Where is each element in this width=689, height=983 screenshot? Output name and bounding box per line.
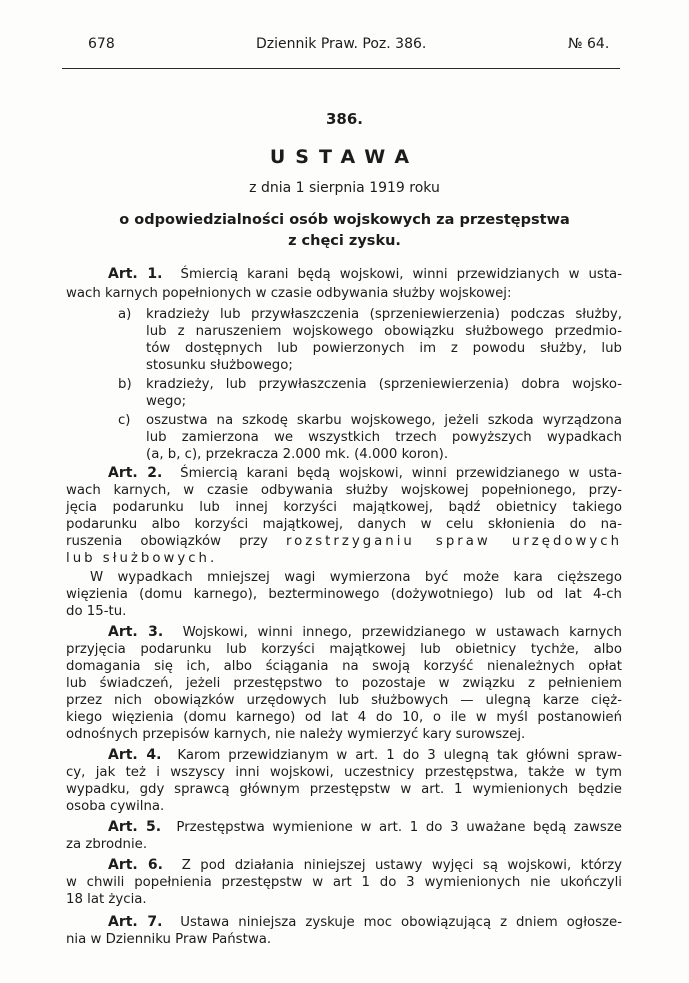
text-line-spaced <box>66 533 622 550</box>
item-b-line: kradzieży, lub przywłaszczenia (sprzeniewierzenia) dobra wojsko- <box>146 377 622 392</box>
text-line: więzienia (domu karnego), bezterminowego (dożywotniego) lub od lat 4-ch <box>66 587 622 602</box>
document-title: USTAWA <box>269 146 420 168</box>
article-label: Art. 3. <box>108 624 164 640</box>
article-label: Art. 7. <box>108 914 163 930</box>
article-4 <box>108 747 622 764</box>
text-line: do 15-tu. <box>66 604 127 619</box>
item-a-line: tów dostępnych lub powierzonych im z powodu służby, lub <box>146 341 622 356</box>
text-line: Karom przewidzianym w art. 1 do 3 ulegną tak główni spraw- <box>177 748 622 763</box>
text-segment: ruszenia obowiązków przy <box>66 534 268 549</box>
text-line: domagania się ich, albo ściągania na swoją korzyść nienależnych opłat <box>66 659 622 674</box>
header-divider <box>62 68 620 69</box>
article-label: Art. 6. <box>108 857 163 873</box>
text-line: odnośnych przepisów karnych, nie należy wymierzyć kary surowszej. <box>66 727 526 742</box>
text-line: osoba cywilna. <box>66 799 165 814</box>
text-line: podarunku albo korzyści majątkowej, danych w celu skłonienia do na- <box>66 517 622 532</box>
text-line-spaced: lub służbowych. <box>66 551 218 566</box>
article-7 <box>108 914 622 931</box>
article-label: Art. 5. <box>108 819 162 835</box>
article-label: Art. 2. <box>108 465 163 481</box>
text-line: w chwili popełnienia przestępstw w art 1 do 3 wymienionych nie ukończyli <box>66 875 622 890</box>
text-line: jęcia podarunku lub innej korzyści majątkowej, bądź obietnicy takiego <box>66 500 622 515</box>
article-3 <box>108 624 622 641</box>
item-c-line: oszustwa na szkodę skarbu wojskowego, jeżeli szkoda wyrządzona <box>146 413 622 428</box>
article-5 <box>108 819 622 836</box>
text-line: wach karnych popełnionych w czasie odbywania służby wojskowej: <box>66 286 512 301</box>
text-line: lub świadczeń, jeżeli przestępstwo to pozostaje w związku z pełnieniem <box>66 676 622 691</box>
text-line: wypadku, gdy sprawcą głównym przestępstw w art. 1 wymienionych będzie <box>66 782 622 797</box>
text-line: kiego więzienia (domu karnego) od lat 4 do 10, o ile w myśl postanowień <box>66 710 622 725</box>
text-line: 18 lat życia. <box>66 892 147 907</box>
text-segment-spaced: rozstrzyganiu spraw urzędowych <box>285 534 622 549</box>
item-a-line: kradzieży lub przywłaszczenia (sprzeniewierzenia) podczas służby, <box>146 307 622 322</box>
text-line: cy, jak też i wszyscy inni wojskowi, uczestnicy przestępstwa, także w tym <box>66 765 622 780</box>
item-marker-c: c) <box>118 413 131 428</box>
text-line: wach karnych, w czasie odbywania służby wojskowej popełnionego, przy- <box>66 483 622 498</box>
article-label: Art. 4. <box>108 747 162 763</box>
text-line: Ustawa niniejsza zyskuje moc obowiązującą z dniem ogłosze- <box>180 915 622 930</box>
text-line: nia w Dzienniku Praw Państwa. <box>66 932 272 947</box>
article-2 <box>108 465 622 482</box>
publication-reference: Dziennik Praw. Poz. 386. <box>256 36 427 52</box>
text-line: Śmiercią karani będą wojskowi, winni przewidzianego w usta- <box>180 466 622 481</box>
subject-line: o odpowiedzialności osób wojskowych za przestępstwa <box>119 212 570 228</box>
text-line: Z pod działania niniejszej ustawy wyjęci są wojskowi, którzy <box>181 858 622 873</box>
page-number: 678 <box>88 36 115 52</box>
item-b-line: wego; <box>146 394 187 409</box>
text-line: Wojskowi, winni innego, przewidzianego w ustawach karnych <box>182 625 622 640</box>
text-line: za zbrodnie. <box>66 837 148 852</box>
item-marker-b: b) <box>118 377 132 392</box>
subject-line: z chęci zysku. <box>288 233 401 249</box>
position-number: 386. <box>325 110 363 128</box>
document-date: z dnia 1 sierpnia 1919 roku <box>249 180 440 196</box>
item-a-line: lub z naruszeniem wojskowego obowiązku służbowego przedmio- <box>146 324 622 339</box>
item-a-line: stosunku służbowego; <box>146 358 293 373</box>
text-line: Przestępstwa wymienione w art. 1 do 3 uważane będą zawsze <box>176 820 622 835</box>
article-label: Art. 1. <box>108 266 163 282</box>
text-line: przyjęcia podarunku lub korzyści majątkowej lub obietnicy tychże, albo <box>66 642 622 657</box>
article-1 <box>108 266 622 283</box>
text-line: przez nich obowiązków urzędowych lub służbowych — ulegną karze cięż- <box>66 693 622 708</box>
item-marker-a: a) <box>118 307 132 322</box>
item-c-line: (a, b, c), przekracza 2.000 mk. (4.000 koron). <box>146 447 449 462</box>
text-line: W wypadkach mniejszej wagi wymierzona być może kara cięższego <box>90 570 622 585</box>
text-line: Śmiercią karani będą wojskowi, winni przewidzianych w usta- <box>180 267 622 282</box>
issue-number: № 64. <box>568 36 610 52</box>
item-c-line: lub zamierzona we wszystkich trzech powyższych wypadkach <box>146 430 622 445</box>
article-6 <box>108 857 622 874</box>
document-subject <box>0 210 689 252</box>
